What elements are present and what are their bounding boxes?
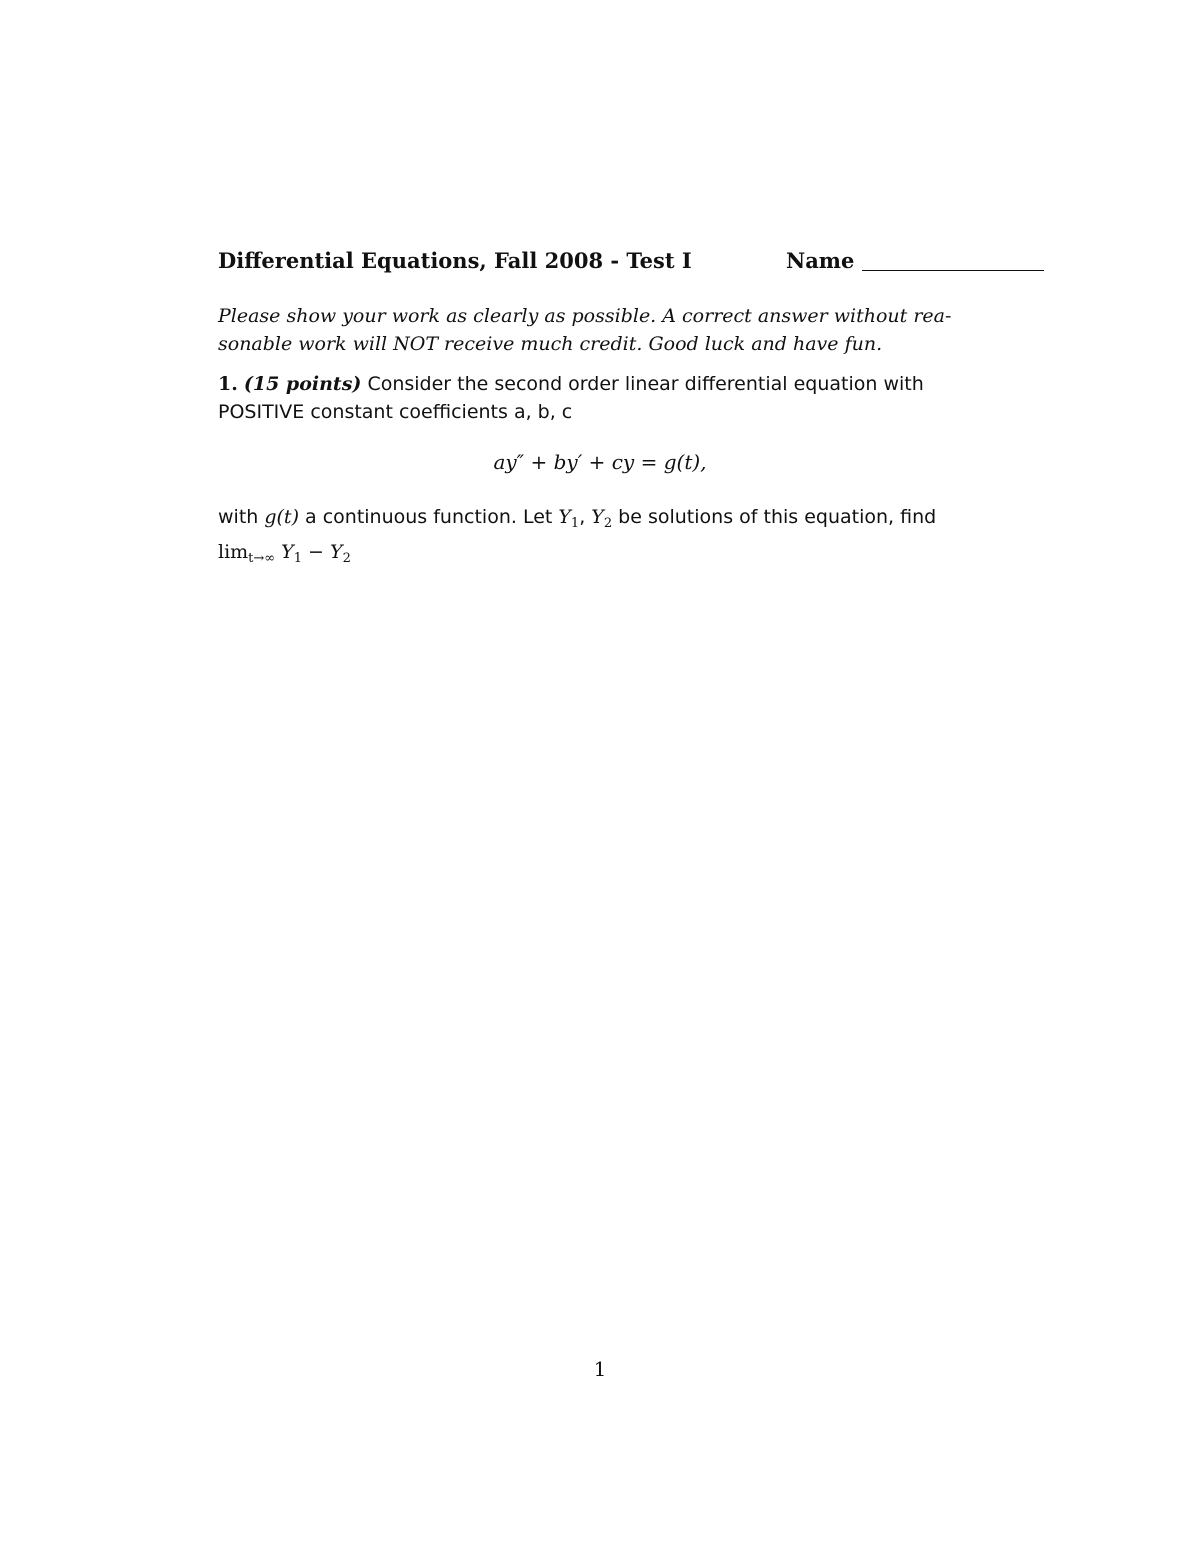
problem-points: (15 points) [243,373,362,395]
equation-equals: = [640,450,658,474]
instructions-line-1: Please show your work as clearly as possible. A correct answer without rea- [218,305,952,327]
question-y1: $Y_1$ [558,506,580,531]
problem-1-line-1 [218,370,988,398]
question-y2: $Y_2$ [591,506,613,531]
problem-1 [218,370,988,426]
problem-1-line-2: POSITIVE constant coefficients a, b, c [218,401,573,423]
question-with: with [218,506,259,528]
page-number: 1 [593,1357,607,1381]
name-blank-line[interactable] [862,270,1044,271]
instructions [218,302,988,358]
problem-text-1: Consider the second order linear differential equation with [367,373,924,395]
question-middle: a continuous function. Let [305,506,553,528]
limit-y2: $Y_2$ [330,541,351,566]
limit-minus: − [308,541,324,563]
problem-number: 1. [218,373,238,395]
limit-expression: $\lim_{t\to\infty}$ [218,541,276,566]
question-line-2 [218,538,988,573]
exam-header [218,248,1048,282]
question-comma: , [579,506,586,528]
question-line-1 [218,503,988,538]
problem-1-question [218,503,988,573]
instructions-line-2: sonable work will NOT receive much credit. Good luck and have fun. [218,333,883,355]
question-g-of-t: g(t) [264,506,299,528]
equation-lhs: ay″ + by′ + cy [493,450,635,474]
differential-equation [0,450,1200,474]
limit-y1: $Y_1$ [281,541,302,566]
question-end: be solutions of this equation, find [618,506,937,528]
name-label: Name [786,248,855,273]
equation-rhs: g(t), [663,450,707,474]
exam-title: Differential Equations, Fall 2008 - Test I [218,248,692,273]
